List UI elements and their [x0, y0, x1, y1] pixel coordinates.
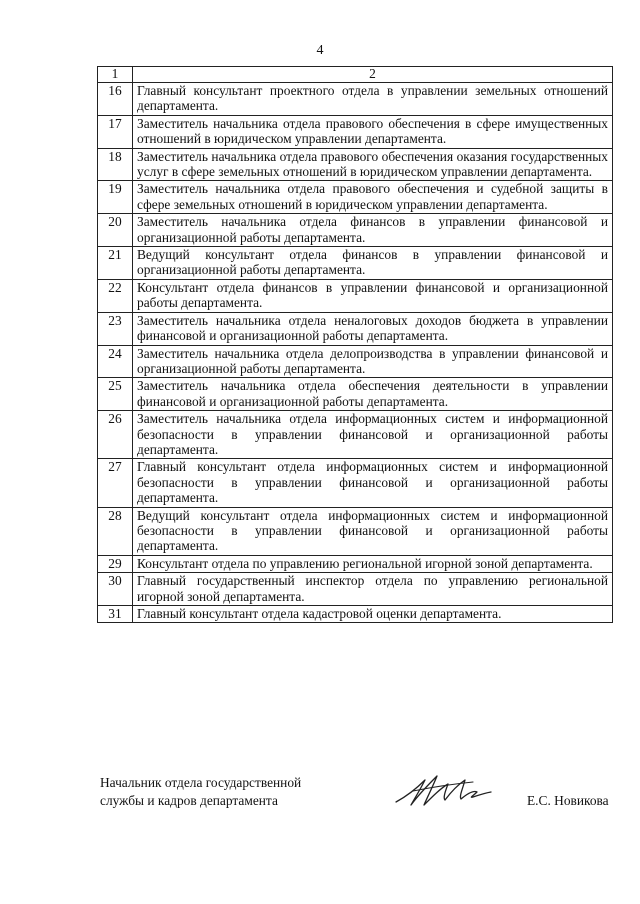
- row-position-title: Заместитель начальника отдела неналоговых доходов бюджета в управлении финансовой и организационной работы департамента.: [133, 312, 613, 345]
- row-number: 30: [98, 573, 133, 606]
- table-row: [98, 555, 613, 572]
- table-row: [98, 181, 613, 214]
- row-number: 27: [98, 459, 133, 507]
- row-position-title: Главный государственный инспектор отдела по управлению региональной игорной зоной департамента.: [133, 573, 613, 606]
- table-row: [98, 279, 613, 312]
- row-number: 29: [98, 555, 133, 572]
- table-row: [98, 507, 613, 555]
- row-position-title: Главный консультант проектного отдела в управлении земельных отношений департамента.: [133, 83, 613, 116]
- signatory-name: Е.С. Новикова: [527, 793, 609, 808]
- page-number: 4: [316, 43, 324, 58]
- table-row: [98, 214, 613, 247]
- table-row: [98, 411, 613, 459]
- row-number: 21: [98, 247, 133, 280]
- row-number: 25: [98, 378, 133, 411]
- row-position-title: Заместитель начальника отдела правового обеспечения и судебной защиты в сфере земельных отношений в юридическом управлении департамента.: [133, 181, 613, 214]
- row-position-title: Заместитель начальника отдела правового обеспечения оказания государственных услуг в сфере земельных отношений в юридическом управлении департамента.: [133, 148, 613, 181]
- row-number: 16: [98, 83, 133, 116]
- row-number: 20: [98, 214, 133, 247]
- row-number: 19: [98, 181, 133, 214]
- row-number: 28: [98, 507, 133, 555]
- table-row: [98, 345, 613, 378]
- signatory-position-line1: Начальник отдела государственной: [100, 775, 302, 790]
- row-position-title: Главный консультант отдела кадастровой оценки департамента.: [133, 606, 613, 623]
- header-cell-title: 2: [133, 67, 613, 83]
- row-position-title: Консультант отдела по управлению региональной игорной зоной департамента.: [133, 555, 613, 572]
- table-row: [98, 459, 613, 507]
- row-position-title: Заместитель начальника отдела финансов в управлении финансовой и организационной работы департамента.: [133, 214, 613, 247]
- row-number: 22: [98, 279, 133, 312]
- row-position-title: Ведущий консультант отдела финансов в управлении финансовой и организационной работы департамента.: [133, 247, 613, 280]
- table-row: [98, 148, 613, 181]
- row-position-title: Консультант отдела финансов в управлении финансовой и организационной работы департамента.: [133, 279, 613, 312]
- table-row: [98, 115, 613, 148]
- table-row: [98, 378, 613, 411]
- row-position-title: Главный консультант отдела информационных систем и информационной безопасности в управлении финансовой и организационной работы департамента.: [133, 459, 613, 507]
- row-position-title: Заместитель начальника отдела информационных систем и информационной безопасности в управлении финансовой и организационной работы департамента.: [133, 411, 613, 459]
- table-row: [98, 606, 613, 623]
- row-number: 26: [98, 411, 133, 459]
- signatory-position: [100, 774, 301, 810]
- row-number: 17: [98, 115, 133, 148]
- row-number: 31: [98, 606, 133, 623]
- row-position-title: Заместитель начальника отдела делопроизводства в управлении финансовой и организационной работы департамента.: [133, 345, 613, 378]
- row-position-title: Ведущий консультант отдела информационных систем и информационной безопасности в управлении финансовой и организационной работы департамента.: [133, 507, 613, 555]
- positions-table: [97, 66, 613, 623]
- row-number: 23: [98, 312, 133, 345]
- table-row: [98, 312, 613, 345]
- table-row: [98, 247, 613, 280]
- table-row: [98, 83, 613, 116]
- table-header-row: [98, 67, 613, 83]
- row-position-title: Заместитель начальника отдела обеспечения деятельности в управлении финансовой и организационной работы департамента.: [133, 378, 613, 411]
- row-position-title: Заместитель начальника отдела правового обеспечения в сфере имущественных отношений в юридическом управлении департамента.: [133, 115, 613, 148]
- header-cell-number: 1: [98, 67, 133, 83]
- row-number: 24: [98, 345, 133, 378]
- table-row: [98, 573, 613, 606]
- row-number: 18: [98, 148, 133, 181]
- handwritten-signature: [393, 772, 503, 810]
- signatory-position-line2: службы и кадров департамента: [100, 793, 278, 808]
